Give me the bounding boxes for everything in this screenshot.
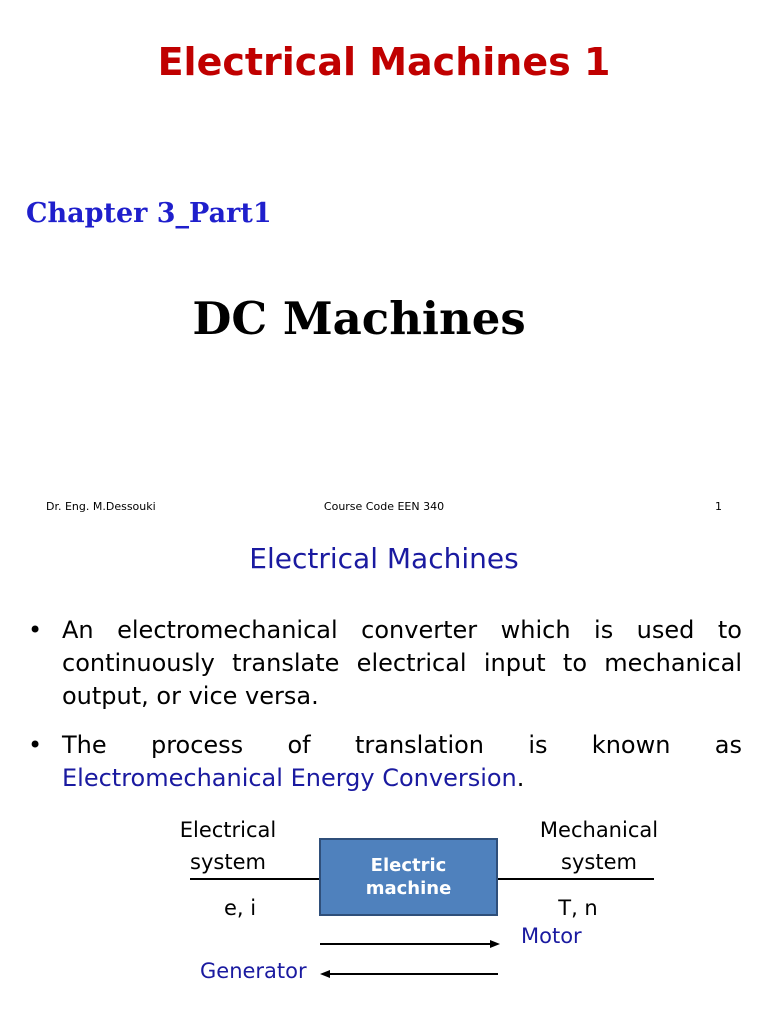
- direction-arrows: [310, 930, 510, 990]
- bullet-process: [28, 729, 742, 795]
- chapter-label: Chapter 3_Part1: [26, 198, 272, 229]
- left-connection-line: [190, 878, 320, 880]
- bullet-line-1: The process of translation is known as: [62, 731, 742, 759]
- bullet-line-2: Electromechanical Energy Conversion.: [62, 764, 525, 792]
- slide-subtitle: DC Machines: [192, 292, 526, 345]
- bullet-dot: •: [28, 616, 43, 644]
- mechanical-system-label: Mechanical system: [539, 818, 659, 874]
- slide-title: Electrical Machines 1: [157, 40, 611, 84]
- mechanical-vars: T, n: [558, 896, 598, 920]
- bullet-dot: •: [28, 731, 43, 759]
- motor-arrow: [320, 940, 500, 948]
- slide-2-title: Electrical Machines: [249, 542, 519, 575]
- bullet-text: An electromechanical converter which is used to continuously translate electrical input to mechanical output, or vice versa.: [62, 616, 742, 710]
- highlight-term: Electromechanical Energy Conversion: [62, 764, 517, 792]
- bullet-definition: [28, 614, 742, 713]
- electric-machine-box: Electric machine: [319, 838, 498, 916]
- footer-page-number: 1: [715, 500, 722, 513]
- generator-arrow: [320, 970, 498, 978]
- right-connection-line: [497, 878, 654, 880]
- electrical-vars: e, i: [223, 896, 257, 920]
- footer-author: Dr. Eng. M.Dessouki: [46, 500, 156, 513]
- motor-label: Motor: [521, 924, 582, 948]
- generator-label: Generator: [200, 959, 307, 983]
- footer-course-code: Course Code EEN 340: [323, 500, 445, 513]
- electrical-system-label: Electrical system: [179, 818, 277, 874]
